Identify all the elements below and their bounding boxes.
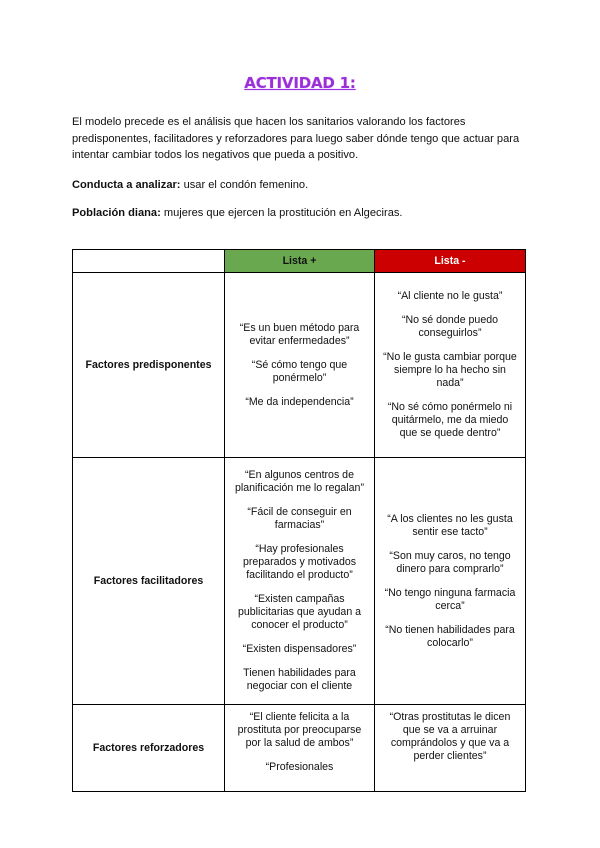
header-lista-plus: Lista + [225, 250, 375, 273]
list-item: “A los clientes no les gusta sentir ese tacto” [387, 512, 513, 538]
intro-paragraph: El modelo precede es el análisis que hacen los sanitarios valorando los factores predisponentes, facilitadores y reforzadores para luego saber dónde tengo que actuar para intentar cambiar todos los negativos que pueda a positivo. [72, 116, 520, 161]
list-item: “Hay profesionales preparados y motivados facilitando el producto” [242, 543, 357, 581]
factors-table [72, 249, 526, 792]
list-item: “Otras prostitutas le dicen que se va a arruinar comprándolos y que va a perder clientes” [389, 711, 511, 762]
table-row [73, 705, 526, 792]
list-item: “El cliente felicita a la prostituta por preocuparse por la salud de ambos” [237, 711, 362, 749]
list-item: “Fácil de conseguir en farmacias” [247, 506, 352, 531]
poblacion-value: mujeres que ejercen la prostitución en Algeciras. [163, 207, 403, 219]
list-item: “En algunos centros de planificación me lo regalan” [235, 469, 364, 494]
list-item: “Es un buen método para evitar enfermedades” [239, 321, 360, 347]
row-label-reforzadores: Factores reforzadores [73, 705, 225, 792]
poblacion-label: Población diana: [72, 207, 161, 219]
list-item: “Al cliente no le gusta” [397, 290, 503, 302]
facilitadores-plus-cell [225, 458, 375, 705]
header-lista-minus: Lista - [375, 250, 526, 273]
list-item: “Sé cómo tengo que ponérmelo” [251, 358, 348, 384]
list-item: “No sé cómo ponérmelo ni quitármelo, me da miedo que se quede dentro” [387, 401, 513, 439]
predisponentes-minus-cell [375, 273, 526, 458]
list-item: “No le gusta cambiar porque siempre lo ha hecho sin nada” [383, 351, 517, 389]
predisponentes-plus-cell [225, 273, 375, 458]
list-item: “No sé donde puedo conseguirlos” [401, 314, 498, 339]
table-row [73, 273, 526, 458]
conducta-label: Conducta a analizar: [72, 179, 181, 191]
reforzadores-minus-cell [375, 705, 526, 792]
table-header-row [73, 250, 526, 273]
list-item: Tienen habilidades para negociar con el cliente [243, 667, 356, 692]
table-row [73, 458, 526, 705]
list-item: “Profesionales [265, 761, 334, 773]
conducta-value: usar el condón femenino. [183, 179, 309, 191]
list-item: “Existen dispensadores” [242, 643, 357, 655]
facilitadores-minus-cell [375, 458, 526, 705]
header-empty-cell [73, 250, 225, 273]
list-item: “Me da independencia” [245, 395, 354, 408]
list-item: “No tienen habilidades para colocarlo” [385, 623, 515, 649]
poblacion-line [72, 205, 532, 222]
list-item: “No tengo ninguna farmacia cerca” [384, 586, 516, 612]
row-label-facilitadores: Factores facilitadores [73, 458, 225, 705]
list-item: “Existen campañas publicitarias que ayudan a conocer el producto” [237, 593, 362, 631]
list-item: “Son muy caros, no tengo dinero para comprarlo” [389, 549, 511, 575]
conducta-line [72, 177, 532, 194]
reforzadores-plus-cell [225, 705, 375, 792]
row-label-predisponentes: Factores predisponentes [73, 273, 225, 458]
page-title: ACTIVIDAD 1: [244, 74, 356, 92]
